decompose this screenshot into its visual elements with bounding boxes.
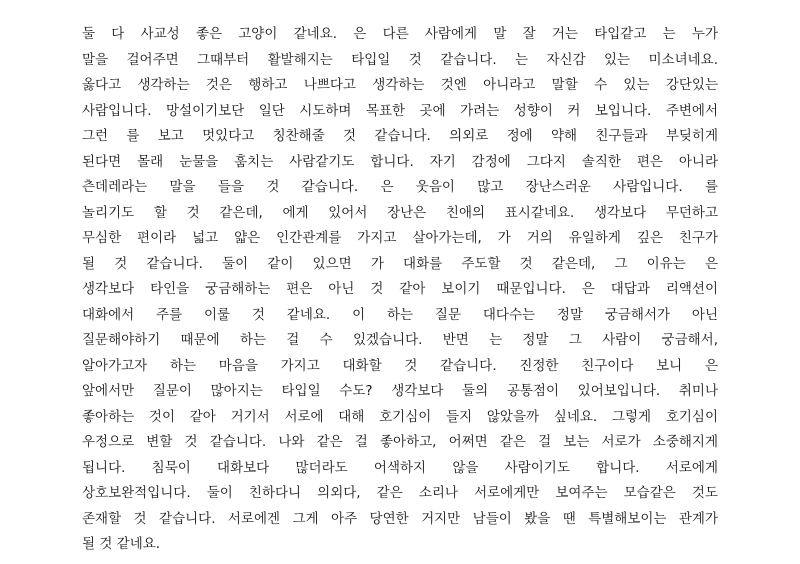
text-line: 놀리기도 할 것 같은데, 에게 있어서 장난은 친애의 표시같네요. 생각보다 무던하고 bbox=[82, 204, 718, 221]
paragraph bbox=[82, 22, 718, 558]
text-line: 둘 다 사교성 좋은 고양이 같네요. 은 다른 사람에게 말 잘 거는 타입같고 는 누가 bbox=[82, 26, 718, 42]
text-line: 존재할 것 같습니다. 서로에겐 그게 아주 당연한 거지만 남들이 봤을 땐 특별해보이는 관계가 bbox=[82, 510, 718, 527]
text-line: 될 것 같습니다. 둘이 같이 있으면 가 대화를 주도할 것 같은데, 그 이유는 은 bbox=[82, 255, 718, 272]
text-line: 상호보완적입니다. 둘이 친하다니 의외다, 같은 소리나 서로에게만 보여주는 모습같은 것도 bbox=[82, 485, 718, 501]
text-line: 질문해야하기 때문에 하는 걸 수 있겠습니다. 반면 는 정말 그 사람이 궁금해서, bbox=[82, 332, 718, 348]
text-line: 우정으로 변할 것 같습니다. 나와 같은 걸 좋아하고, 어쩌면 같은 걸 보는 서로가 소중해지게 bbox=[82, 434, 718, 450]
text-line: 츤데레라는 말을 들을 것 같습니다. 은 웃음이 많고 장난스러운 사람입니다. 를 bbox=[82, 179, 718, 195]
text-line: 생각보다 타인을 궁금해하는 편은 아닌 것 같아 보이기 때문입니다. 은 대답과 리액션이 bbox=[82, 281, 718, 297]
text-line: 사람입니다. 망설이기보단 일단 시도하며 목표한 곳에 가려는 성향이 커 보입니다. 주변에서 bbox=[82, 102, 718, 119]
text-line: 좋아하는 것이 같아 거기서 서로에 대해 호기심이 들지 않았을까 싶네요. 그렇게 호기심이 bbox=[82, 408, 718, 425]
text-line: 됩니다. 침묵이 대화보다 많더라도 어색하지 않을 사람이기도 합니다. 서로에게 bbox=[82, 459, 718, 476]
text-line: 대화에서 주를 이룰 것 같네요. 이 하는 질문 대다수는 정말 궁금해서가 아닌 bbox=[82, 306, 718, 323]
text-line: 말을 걸어주면 그때부터 활발해지는 타입일 것 같습니다. 는 자신감 있는 미소녀네요. bbox=[82, 51, 718, 68]
text-line: 알아가고자 하는 마음을 가지고 대화할 것 같습니다. 진정한 친구이다 보니 은 bbox=[82, 357, 718, 374]
text-line: 될 것 같네요. bbox=[82, 536, 161, 552]
text-line: 된다면 몰래 눈물을 훔치는 사람같기도 합니다. 자기 감정에 그다지 솔직한 편은 아니라 bbox=[82, 153, 718, 170]
document-body bbox=[82, 22, 718, 558]
text-line: 그런 를 보고 멋있다고 칭찬해줄 것 같습니다. 의외로 정에 약해 친구들과 부딪히게 bbox=[82, 128, 718, 144]
text-line: 앞에서만 질문이 많아지는 타입일 수도? 생각보다 둘의 공통점이 있어보입니다. 취미나 bbox=[82, 383, 718, 399]
text-line: 무심한 편이라 넓고 얇은 인간관계를 가지고 살아가는데, 가 거의 유일하게 깊은 친구가 bbox=[82, 230, 718, 246]
text-line: 옳다고 생각하는 것은 행하고 나쁘다고 생각하는 것엔 아니라고 말할 수 있는 강단있는 bbox=[82, 77, 718, 93]
